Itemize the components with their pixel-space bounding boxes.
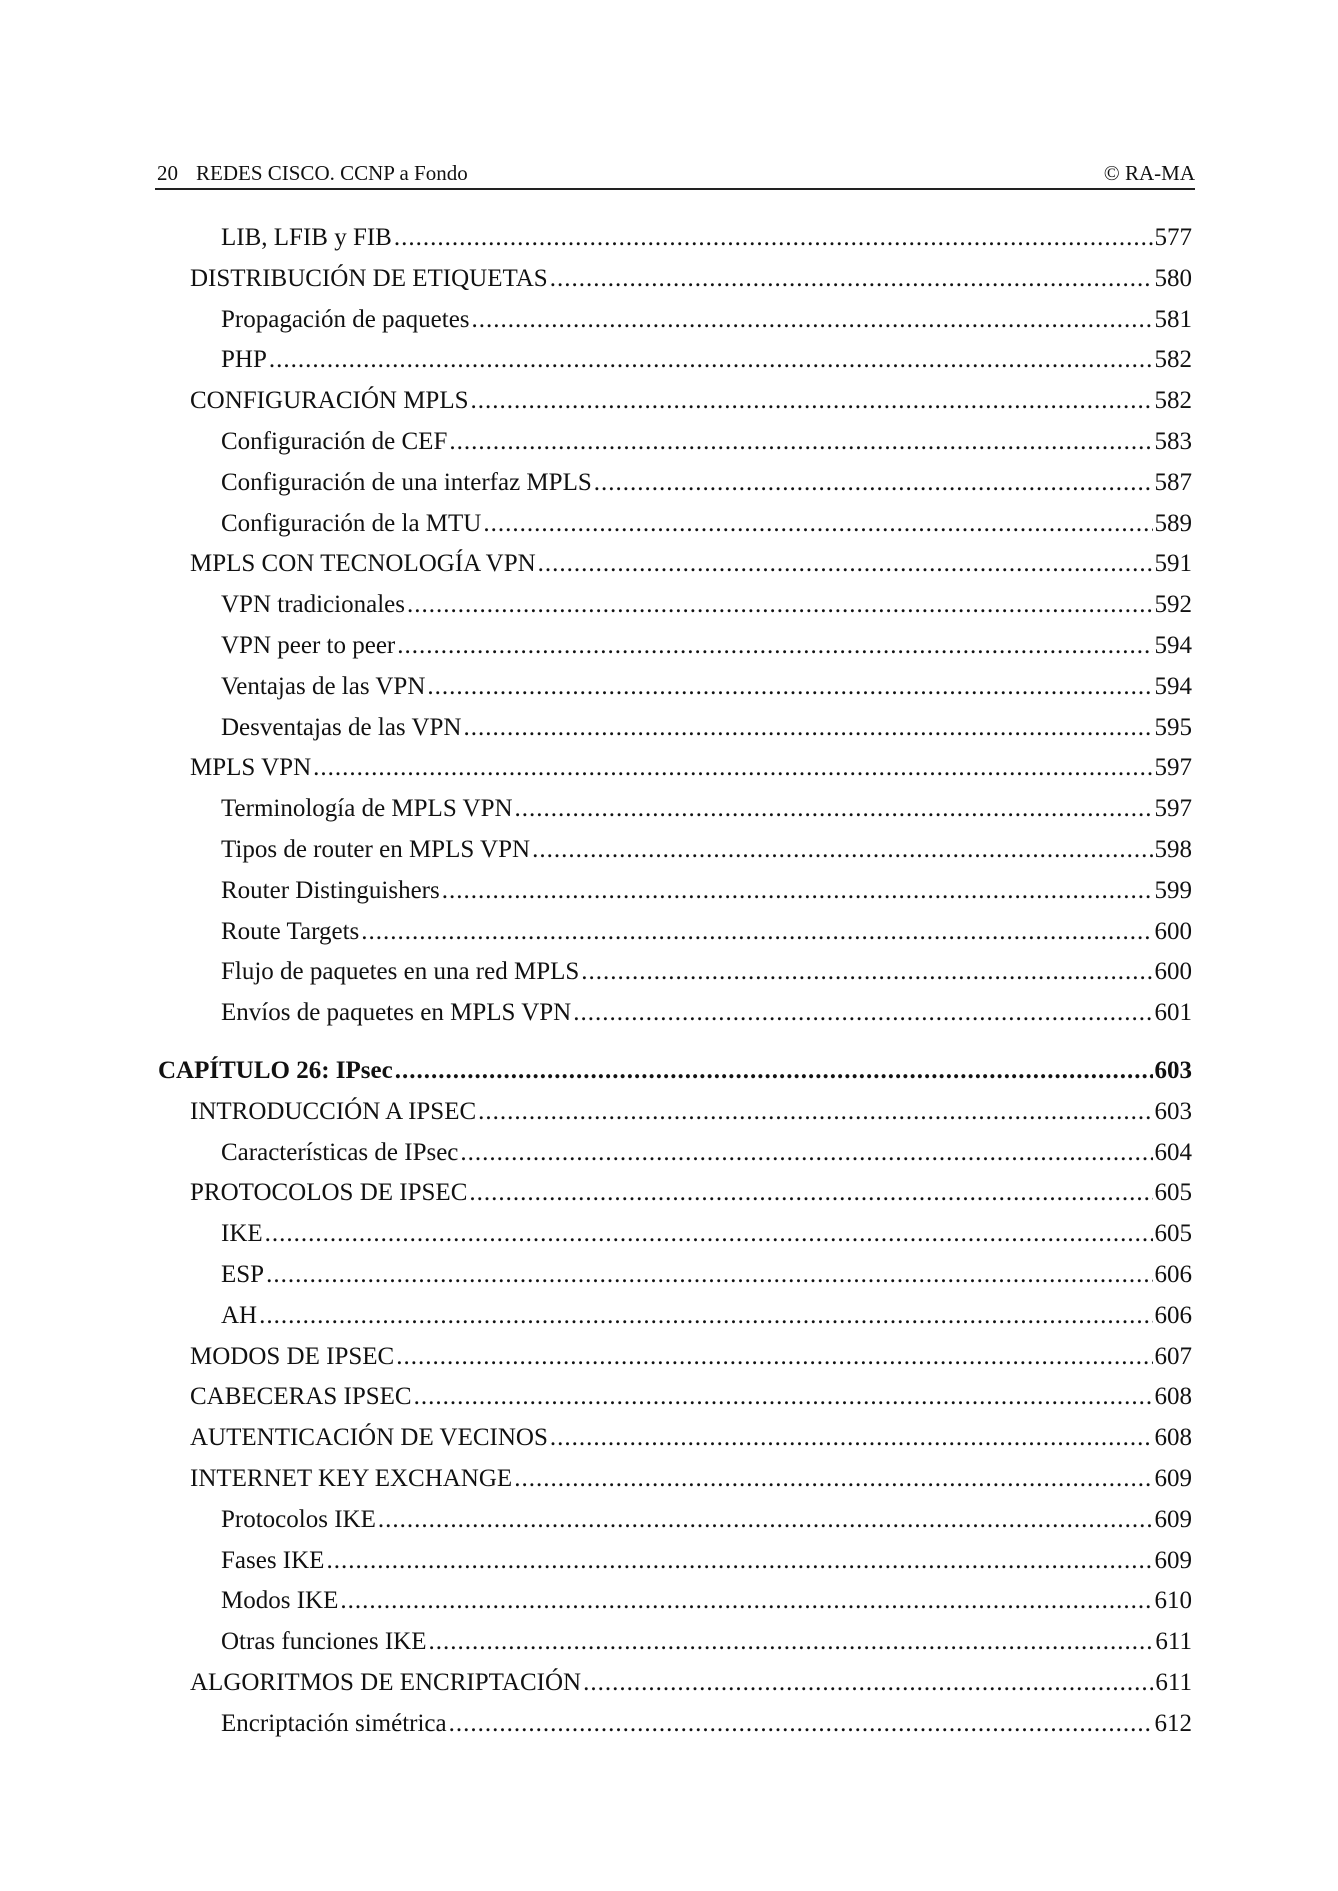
toc-entry-title: VPN tradicionales (221, 591, 405, 619)
toc-entry-title: AUTENTICACIÓN DE VECINOS (190, 1424, 548, 1452)
dot-leader (269, 340, 1153, 381)
toc-entry-page: 605 (1154, 1220, 1192, 1248)
toc-entry[interactable] (158, 789, 1192, 830)
toc-entry-page: 594 (1154, 672, 1192, 700)
toc-entry[interactable] (158, 1704, 1192, 1745)
toc-entry-title: Modos IKE (221, 1587, 339, 1615)
toc-entry-page: 599 (1154, 876, 1192, 904)
toc-entry-title: Propagación de paquetes (221, 305, 470, 333)
dot-leader (361, 912, 1152, 953)
toc-entry-page: 581 (1154, 305, 1192, 333)
toc-entry[interactable] (158, 871, 1192, 912)
toc-entry-title: LIB, LFIB y FIB (221, 224, 392, 251)
toc-entry-title: INTRODUCCIÓN A IPSEC (190, 1097, 477, 1125)
toc-entry-title: PHP (221, 346, 267, 374)
dot-leader (460, 1133, 1152, 1174)
toc-entry-page: 583 (1154, 427, 1192, 455)
toc-entry-page: 606 (1154, 1301, 1192, 1329)
dot-leader (396, 1337, 1152, 1378)
dot-leader (378, 1500, 1153, 1541)
toc-entry[interactable] (158, 300, 1192, 341)
dot-leader (573, 993, 1152, 1034)
toc-entry-title: CABECERAS IPSEC (190, 1383, 412, 1411)
toc-entry-title: Otras funciones IKE (221, 1628, 427, 1656)
toc-entry-page: 577 (1154, 224, 1192, 251)
toc-entry-page: 609 (1154, 1505, 1192, 1533)
toc-entry-page: 603 (1154, 1056, 1192, 1084)
toc-entry-page: 600 (1154, 958, 1192, 986)
dot-leader (259, 1296, 1152, 1337)
toc-entry-title: Tipos de router en MPLS VPN (221, 835, 531, 863)
toc-entry[interactable] (158, 585, 1192, 626)
toc-entry[interactable] (158, 381, 1192, 422)
toc-entry-page: 609 (1154, 1464, 1192, 1492)
toc-entry-title: Características de IPsec (221, 1138, 459, 1166)
dot-leader (550, 1418, 1153, 1459)
toc-entry-page: 582 (1154, 346, 1192, 374)
toc-entry[interactable] (158, 1377, 1192, 1418)
toc-entry-title: MODOS DE IPSEC (190, 1342, 395, 1370)
toc-entry[interactable] (158, 340, 1192, 381)
toc-entry[interactable] (158, 1663, 1192, 1704)
dot-leader (515, 789, 1153, 830)
toc-entry-page: 582 (1154, 387, 1192, 415)
toc-chapter-entry[interactable] (158, 1051, 1192, 1092)
dot-leader (395, 1051, 1153, 1092)
toc-entry-title: Router Distinguishers (221, 876, 440, 904)
dot-leader (407, 585, 1153, 626)
dot-leader (394, 218, 1153, 259)
toc-entry-title: Fases IKE (221, 1546, 325, 1574)
toc-entry[interactable] (158, 708, 1192, 749)
header-left (157, 158, 468, 188)
dot-leader (550, 259, 1153, 300)
dot-leader (472, 300, 1153, 341)
toc-entry-title: Route Targets (221, 917, 360, 945)
page-number: 20 (157, 161, 178, 185)
toc-entry-title: Ventajas de las VPN (221, 672, 426, 700)
toc-entry[interactable] (158, 1541, 1192, 1582)
toc-entry-title: VPN peer to peer (221, 631, 396, 659)
toc-entry-title: CONFIGURACIÓN MPLS (190, 387, 469, 415)
toc-entry-title: ALGORITMOS DE ENCRIPTACIÓN (190, 1668, 582, 1696)
toc-entry-title: Desventajas de las VPN (221, 713, 462, 741)
toc-entry-page: 607 (1154, 1342, 1192, 1370)
toc-entry[interactable] (158, 463, 1192, 504)
toc-entry[interactable] (158, 1092, 1192, 1133)
toc-entry-page: 611 (1155, 1628, 1192, 1656)
dot-leader (538, 544, 1153, 585)
toc-entry-page: 589 (1154, 509, 1192, 537)
dot-leader (532, 830, 1152, 871)
toc-entry[interactable] (158, 259, 1192, 300)
dot-leader (427, 667, 1152, 708)
toc-entry[interactable] (158, 912, 1192, 953)
toc-entry-title: INTERNET KEY EXCHANGE (190, 1464, 513, 1492)
toc-entry[interactable] (158, 830, 1192, 871)
toc-entry[interactable] (158, 626, 1192, 667)
toc-entry[interactable] (158, 952, 1192, 993)
toc-entry-title: CAPÍTULO 26: IPsec (158, 1056, 393, 1084)
toc-entry-title: Encriptación simétrica (221, 1709, 447, 1737)
book-title: REDES CISCO. CCNP a Fondo (196, 161, 468, 185)
dot-leader (478, 1092, 1152, 1133)
dot-leader (414, 1377, 1153, 1418)
toc-entry-title: Envíos de paquetes en MPLS VPN (221, 999, 572, 1027)
publisher-mark: © RA-MA (1103, 161, 1195, 185)
toc-entry-page: 597 (1154, 795, 1192, 823)
toc-entry-title: Configuración de una interfaz MPLS (221, 468, 592, 496)
toc-entry[interactable] (158, 1459, 1192, 1500)
toc-entry[interactable] (158, 1500, 1192, 1541)
toc-entry[interactable] (158, 1581, 1192, 1622)
toc-entry[interactable] (158, 1337, 1192, 1378)
dot-leader (583, 1663, 1153, 1704)
dot-leader (514, 1459, 1152, 1500)
dot-leader (449, 422, 1152, 463)
toc-entry[interactable] (158, 504, 1192, 545)
toc-entry-page: 603 (1154, 1097, 1192, 1125)
toc-entry[interactable] (158, 748, 1192, 789)
toc-entry-title: Configuración de la MTU (221, 509, 482, 537)
toc-entry-page: 600 (1154, 917, 1192, 945)
toc-entry[interactable] (158, 218, 1192, 259)
toc-entry[interactable] (158, 1173, 1192, 1214)
toc-entry-title: MPLS CON TECNOLOGÍA VPN (190, 550, 536, 578)
toc-entry-page: 611 (1155, 1668, 1192, 1696)
dot-leader (340, 1581, 1152, 1622)
toc-entry[interactable] (158, 1133, 1192, 1174)
toc-entry-page: 592 (1154, 591, 1192, 619)
toc-entry-page: 608 (1154, 1424, 1192, 1452)
toc-entry-title: MPLS VPN (190, 754, 312, 782)
running-header (155, 158, 1195, 190)
toc-entry[interactable] (158, 1255, 1192, 1296)
toc-entry[interactable] (158, 1214, 1192, 1255)
dot-leader (313, 748, 1152, 789)
toc-entry-page: 608 (1154, 1383, 1192, 1411)
dot-leader (463, 708, 1152, 749)
toc-entry-page: 605 (1154, 1179, 1192, 1207)
dot-leader (594, 463, 1153, 504)
toc-entry-title: DISTRIBUCIÓN DE ETIQUETAS (190, 264, 548, 292)
dot-leader (397, 626, 1152, 667)
toc-entry[interactable] (158, 1622, 1192, 1663)
toc-entry-title: PROTOCOLOS DE IPSEC (190, 1179, 468, 1207)
toc-entry-page: 612 (1154, 1709, 1192, 1737)
toc-entry[interactable] (158, 667, 1192, 708)
dot-leader (429, 1622, 1154, 1663)
toc-entry-title: Protocolos IKE (221, 1505, 376, 1533)
dot-leader (442, 871, 1153, 912)
toc-entry-page: 601 (1154, 999, 1192, 1027)
toc-entry-title: IKE (221, 1220, 263, 1248)
dot-leader (471, 381, 1153, 422)
toc-entry-page: 580 (1154, 264, 1192, 292)
dot-leader (581, 952, 1152, 993)
toc-entry-page: 595 (1154, 713, 1192, 741)
dot-leader (326, 1541, 1152, 1582)
dot-leader (265, 1214, 1153, 1255)
toc-entry-title: ESP (221, 1260, 265, 1288)
dot-leader (483, 504, 1152, 545)
toc-entry-page: 591 (1154, 550, 1192, 578)
toc-entry[interactable] (158, 1418, 1192, 1459)
toc-entry-title: Configuración de CEF (221, 427, 448, 455)
dot-leader (469, 1173, 1152, 1214)
toc-entry-page: 606 (1154, 1260, 1192, 1288)
toc-entry-page: 604 (1154, 1138, 1192, 1166)
toc-entry[interactable] (158, 544, 1192, 585)
dot-leader (266, 1255, 1152, 1296)
toc-entry-page: 609 (1154, 1546, 1192, 1574)
toc-entry-title: Flujo de paquetes en una red MPLS (221, 958, 580, 986)
toc-entry-page: 598 (1154, 835, 1192, 863)
dot-leader (449, 1704, 1153, 1745)
toc-entry-page: 587 (1154, 468, 1192, 496)
toc-entry-page: 610 (1154, 1587, 1192, 1615)
toc-entry[interactable] (158, 1296, 1192, 1337)
toc-entry[interactable] (158, 422, 1192, 463)
toc-entry[interactable] (158, 993, 1192, 1034)
toc-entry-title: AH (221, 1301, 258, 1329)
table-of-contents (158, 218, 1192, 1744)
toc-entry-title: Terminología de MPLS VPN (221, 795, 513, 823)
toc-entry-page: 594 (1154, 631, 1192, 659)
toc-entry-page: 597 (1154, 754, 1192, 782)
